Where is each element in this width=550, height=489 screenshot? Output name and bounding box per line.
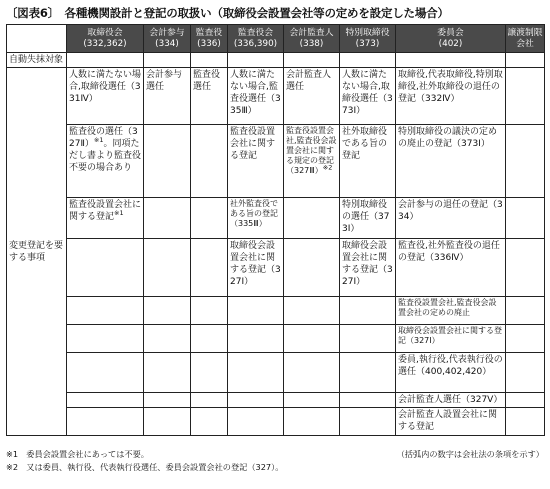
cell-r4c6: 取締役会設置会社に関する登記（327Ⅰ） [340, 239, 396, 297]
cell-r3c4: 社外監査役である旨の登記（335Ⅲ） [228, 198, 284, 239]
cell-r1c3: 監査役選任 [191, 68, 228, 125]
row-label-auto: 自動失抹対象 [7, 53, 67, 68]
footnote-1: ※1 委員会設置会社にあっては不要。 [6, 449, 149, 459]
footnote-2: ※2 又は委員、執行役、代表執行役選任、委員会設置会社の登記（327）。 [6, 462, 284, 472]
col-header-kansayaku: 監査役 (336) [191, 25, 228, 53]
col-header-kaikei-sanyo: 会計参与 (334) [144, 25, 191, 53]
cell-r5c7: 監査役設置会社,監査役会設置会社の定めの廃止 [396, 297, 506, 325]
col-header-tokubetsu-torishimariyaku: 特別取締役 (373) [340, 25, 396, 53]
cell-r2c4: 監査役設置会社に関する登記 [228, 125, 284, 198]
cell-r9c7: 会計監査人設置会社に関する登記 [396, 408, 506, 436]
cell-r3c1: 監査役設置会社に関する登記$^{※1}$ [67, 198, 144, 239]
cell-r2c7: 特別取締役の議決の定めの廃止の登記（373Ⅰ） [396, 125, 506, 198]
registration-table [6, 24, 545, 436]
figure-title: 〔図表6〕 各種機関設計と登記の取扱い（取締役会設置会社等の定めを設定した場合） [6, 6, 449, 20]
cell-r8c7: 会計監査人選任（327Ⅴ） [396, 393, 506, 408]
cell-r2c6: 社外取締役である旨の登記 [340, 125, 396, 198]
col-header-iinkai: 委員会 (402) [396, 25, 506, 53]
cell-r3c7: 会計参与の退任の登記（334） [396, 198, 506, 239]
cell-r7c7: 委員,執行役,代表執行役の選任（400,402,420） [396, 353, 506, 393]
cell-r4c4: 取締役会設置会社に関する登記（327Ⅰ） [228, 239, 284, 297]
cell-r2c1: 監査役の選任（327Ⅱ）$^{※1}$。同項ただし書より監査役不要の場合あり [67, 125, 144, 198]
cell-r1c1: 人数に満たない場合,取締役選任（331Ⅳ） [67, 68, 144, 125]
cell-r6c7: 取締役会設置会社に関する登記（327Ⅰ） [396, 325, 506, 353]
cell-r1c6: 人数に満たない場合,取締役選任（373Ⅰ） [340, 68, 396, 125]
cell-r2c5: 監査役設置会社,監査役会設置会社に関する規定の登記（327Ⅲ）$^{※2}$ [284, 125, 340, 198]
col-header-joto-seigen: 譲渡制限会社 [506, 25, 545, 53]
cell-r3c6: 特別取締役の選任（373Ⅰ） [340, 198, 396, 239]
cell-r1c2: 会計参与選任 [144, 68, 191, 125]
footnotes [6, 448, 544, 474]
footnote-legend: （括弧内の数字は会社法の条項を示す） [396, 449, 544, 459]
header-corner [7, 25, 67, 53]
col-header-kansayakukai: 監査役会 (336,390) [228, 25, 284, 53]
cell-r1c4: 人数に満たない場合,監査役選任（335Ⅲ） [228, 68, 284, 125]
col-header-torishimariyakukai: 取締役会 (332,362) [67, 25, 144, 53]
cell-r1c5: 会計監査人選任 [284, 68, 340, 125]
cell-r1c7: 取締役,代表取締役,特別取締役,社外取締役の退任の登記（332Ⅳ） [396, 68, 506, 125]
col-header-kaikei-kansanin: 会計監査人 (338) [284, 25, 340, 53]
row-label-change: 変更登記を要する事項 [7, 68, 67, 436]
cell-r4c7: 監査役,社外監査役の退任の登記（336Ⅳ） [396, 239, 506, 297]
